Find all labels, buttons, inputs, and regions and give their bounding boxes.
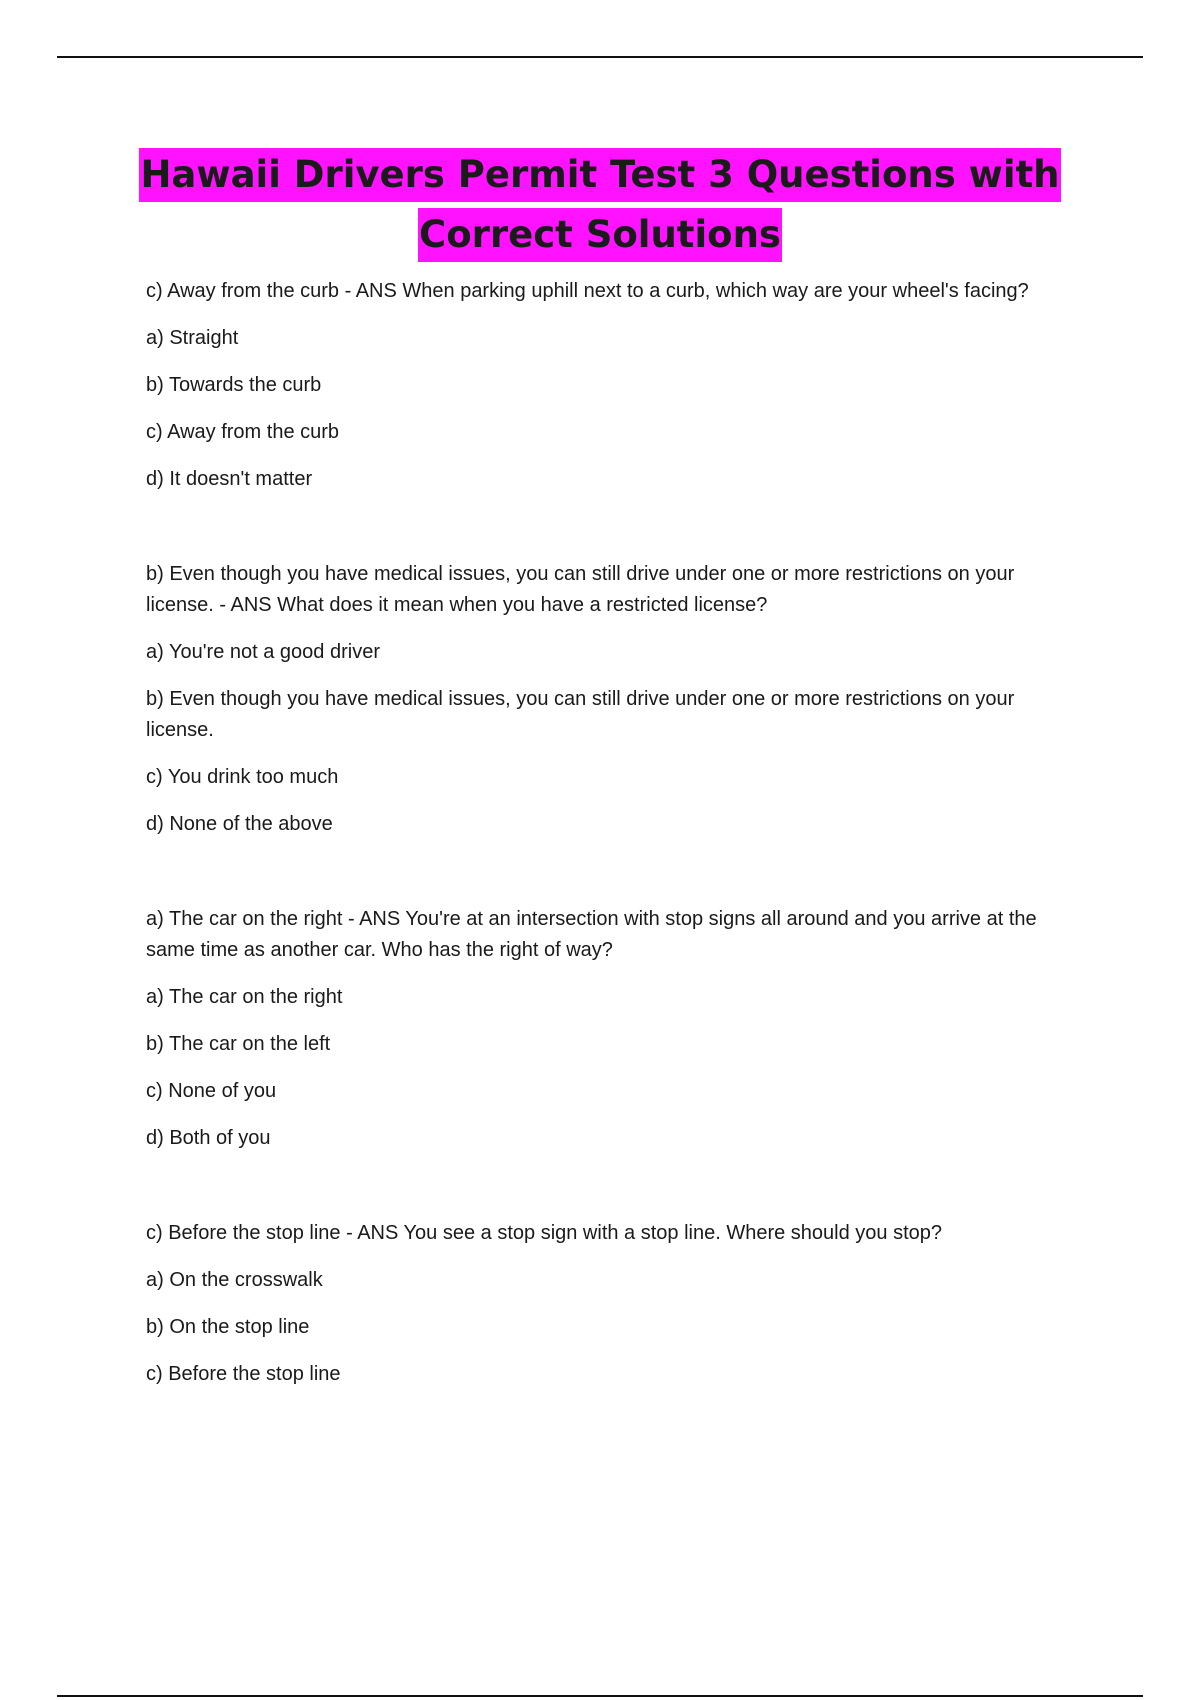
answer-option: a) On the crosswalk — [146, 1269, 323, 1291]
question-list — [146, 276, 1086, 1454]
document-title — [0, 146, 1200, 266]
answer-option: b) Towards the curb — [146, 374, 322, 396]
question-text: c) Away from the curb - ANS When parking uphill next to a curb, which way are your wheel's facing? — [146, 280, 1029, 302]
answer-option: d) It doesn't matter — [146, 468, 313, 490]
question-block-1 — [146, 276, 1086, 495]
question-text: b) Even though you have medical issues, you can still drive under one or more restrictions on your license. - ANS What does it mean when you have a restricted license? — [146, 563, 1015, 616]
answer-option: a) The car on the right — [146, 986, 343, 1008]
question-block-3 — [146, 904, 1086, 1154]
answer-option: b) On the stop line — [146, 1316, 310, 1338]
title-line-1: Hawaii Drivers Permit Test 3 Questions with — [139, 148, 1060, 202]
answer-option: c) Away from the curb — [146, 421, 340, 443]
question-block-2 — [146, 559, 1086, 840]
answer-option: c) You drink too much — [146, 766, 339, 788]
answer-option: b) Even though you have medical issues, you can still drive under one or more restrictions on your license. — [146, 688, 1015, 741]
answer-option: a) Straight — [146, 327, 239, 349]
question-text: a) The car on the right - ANS You're at an intersection with stop signs all around and you arrive at the same time as another car. Who has the right of way? — [146, 908, 1037, 961]
footer-rule — [57, 1695, 1143, 1697]
answer-option: d) Both of you — [146, 1127, 271, 1149]
answer-option: b) The car on the left — [146, 1033, 331, 1055]
question-block-4 — [146, 1218, 1086, 1390]
answer-option: a) You're not a good driver — [146, 641, 380, 663]
question-text: c) Before the stop line - ANS You see a stop sign with a stop line. Where should you stop? — [146, 1222, 943, 1244]
title-line-2: Correct Solutions — [418, 208, 782, 262]
answer-option: c) Before the stop line — [146, 1363, 341, 1385]
answer-option: d) None of the above — [146, 813, 333, 835]
header-rule — [57, 56, 1143, 58]
answer-option: c) None of you — [146, 1080, 277, 1102]
